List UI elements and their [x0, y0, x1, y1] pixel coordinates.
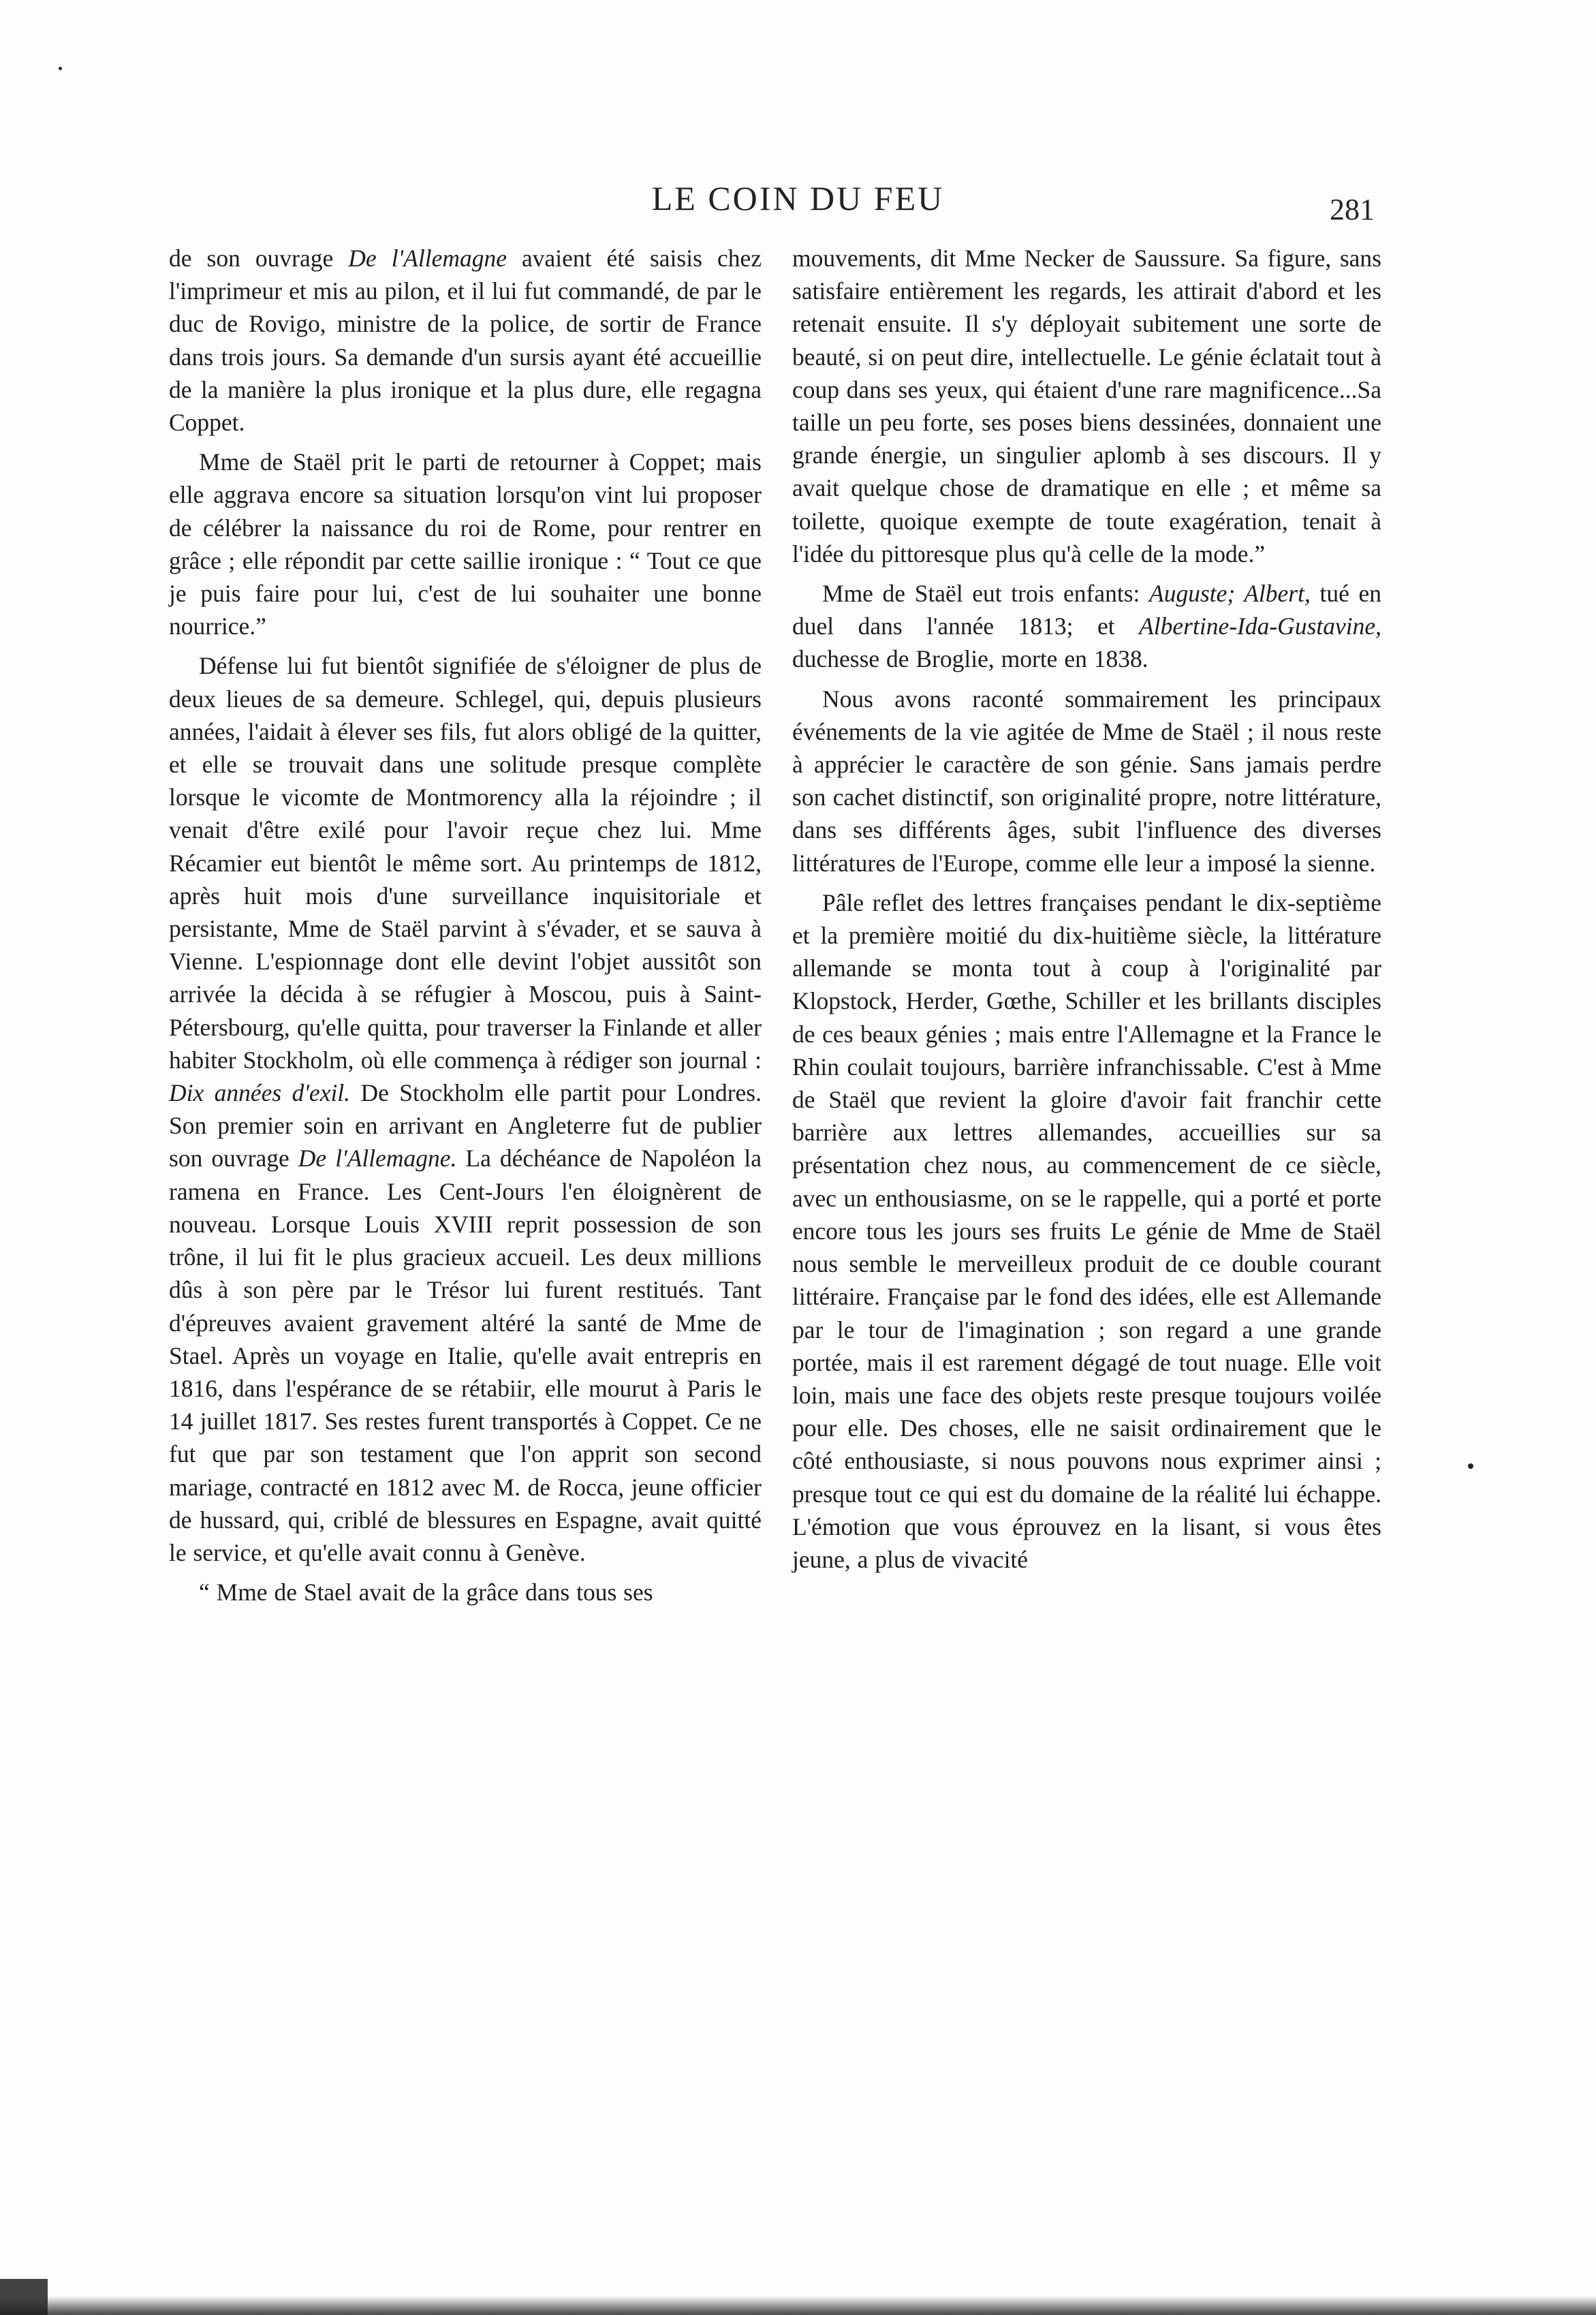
child-names: Auguste; Albert, — [1149, 580, 1311, 608]
text-run: duchesse de Broglie, morte en 1838. — [792, 645, 1148, 673]
paragraph: Pâle reflet des lettres françaises pendant le dix-septième et la première moitié du dix-huitième siècle, la littérature allemande se monta tout à coup à l'originalité par Klopstock, Herder, Gœthe, Schiller et les brillants disciples de ces beaux génies ; mais entre l'Allemagne et la France le Rhin coulait toujours, barrière infranchissable. C'est à Mme de Staël que revient la gloire d'avoir fait franchir cette barrière aux lettres allemandes, accueillies sur sa présentation chez nous, au commencement de ce siècle, avec un enthousiasme, on se le rappelle, qui a porté et porte encore tous les jours ses fruits Le génie de Mme de Staël nous semble le merveilleux produit de ce double courant littéraire. Française par le fond des idées, elle est Allemande par le tour de l'imagination ; son regard a une grande portée, mais il est rarement dégagé de tout nuage. Elle voit loin, mais une face des objets reste presque toujours voilée pour elle. Des choses, elle ne saisit ordinairement que le côté enthousiaste, si nous pouvons nous exprimer ainsi ; presque tout ce qui est du domaine de la réalité lui échappe. L'émotion que vous éprouvez en la lisant, si vous êtes jeune, a plus de vivacité — [792, 888, 1381, 1573]
text-run: tué en duel dans l'année 1813; et — [792, 580, 1381, 640]
child-names: Albertine-Ida-Gustavine, — [1139, 612, 1381, 640]
text-run: avaient été saisis chez l'imprimeur et mis au pilon, et il lui fut commandé, de par le duc de Rovigo, ministre de la police, de sortir de France dans trois jours. Sa demande d'un sursis ayant été accueillie de la manière la plus ironique et la plus dure, elle regagna Coppet. — [169, 245, 762, 437]
paragraph: Mme de Staël prit le parti de retourner à Coppet; mais elle aggrava encore sa situation lorsqu'on vint lui proposer de célébrer la naissance du roi de Rome, pour rentrer en grâce ; elle répondit par cette saillie ironique : “ Tout ce que je puis faire pour lui, c'est de lui souhaiter une bonne nourrice.” — [169, 448, 762, 640]
text-run: De Stockholm elle partit pour Londres. Son premier soin en arrivant en Angleterre fut de publier son ouvrage — [169, 1079, 762, 1172]
text-run: de son ouvrage — [169, 245, 349, 272]
book-title: De l'Allemagne. — [298, 1145, 457, 1172]
text-run: Mme de Staël eut trois enfants: — [822, 580, 1150, 608]
right-column — [792, 242, 1381, 1583]
running-title: LE COIN DU FEU — [651, 179, 945, 217]
scan-speck — [1468, 1463, 1473, 1469]
text-run: Défense lui fut bientôt signifiée de s'éloigner de plus de deux lieues de sa demeure. Schlegel, qui, depuis plusieurs années, l'aidait à élever ses fils, fut alors obligé de la quitter, et elle se trouvait dans une solitude presque complète lorsque le vicomte de Montmorency alla la réjoindre ; il venait d'être exilé pour l'avoir reçue chez lui. Mme Récamier eut bientôt le même sort. Au printemps de 1812, après huit mois d'une surveillance inquisitoriale et persistante, Mme de Staël parvint à s'évader, et se sauva à Vienne. L'espionnage dont elle devint l'objet aussitôt son arrivée la décida à se réfugier à Moscou, puis à Saint-Pétersbourg, qu'elle quitta, pour traverser la Finlande et aller habiter Stockholm, où elle commença à rédiger son journal : — [169, 652, 762, 1074]
paragraph: mouvements, dit Mme Necker de Saussure. Sa figure, sans satisfaire entièrement les regards, les attirait d'abord et les retenait ensuite. Il s'y déployait subitement une sorte de beauté, si on peut dire, intellectuelle. Le génie éclatait tout à coup dans ses yeux, qui étaient d'une rare magnificence...Sa taille un peu forte, ses poses biens dessinées, donnaient une grande énergie, un singulier aplomb à ses discours. Il y avait quelque chose de dramatique en elle ; et même sa toilette, quoique exempte de toute exagération, tenait à l'idée du pittoresque plus qu'à celle de la mode.” — [792, 245, 1381, 568]
text-run: La déchéance de Napoléon la ramena en France. Les Cent-Jours l'en éloignèrent de nouveau. Lorsque Louis XVIII reprit possession de son trône, il lui fit le plus gracieux accueil. Les deux millions dûs à son père par le Trésor lui furent restitués. Tant d'épreuves avaient gravement altéré la santé de Mme de Stael. Après un voyage en Italie, qu'elle avait entrepris en 1816, dans l'espérance de se rétabiir, elle mourut à Paris le 14 juillet 1817. Ses restes furent transportés à Coppet. Ce ne fut que par son testament que l'on apprit son second mariage, contracté en 1812 avec M. de Rocca, jeune officier de hussard, qui, criblé de blessures en Espagne, avait quitté le service, et qu'elle avait connu à Genève. — [169, 1145, 762, 1566]
left-column — [169, 242, 762, 1615]
book-title: De l'Allemagne — [348, 245, 507, 272]
paragraph — [792, 577, 1381, 676]
paragraph: “ Mme de Stael avait de la grâce dans tous ses — [199, 1579, 653, 1606]
paragraph: Nous avons raconté sommairement les principaux événements de la vie agitée de Mme de Staël ; il nous reste à apprécier le caractère de son génie. Sans jamais perdre son cachet distinctif, son originalité propre, notre littérature, dans ses différents âges, subit l'influence des diverses littératures de l'Europe, comme elle leur a imposé la sienne. — [792, 685, 1381, 877]
book-title: Dix années d'exil. — [169, 1079, 351, 1107]
paragraph — [169, 649, 762, 1569]
page-number: 281 — [1330, 193, 1375, 226]
scan-speck — [59, 67, 62, 70]
scan-bottom-edge — [0, 2296, 1596, 2315]
paragraph — [169, 242, 762, 439]
